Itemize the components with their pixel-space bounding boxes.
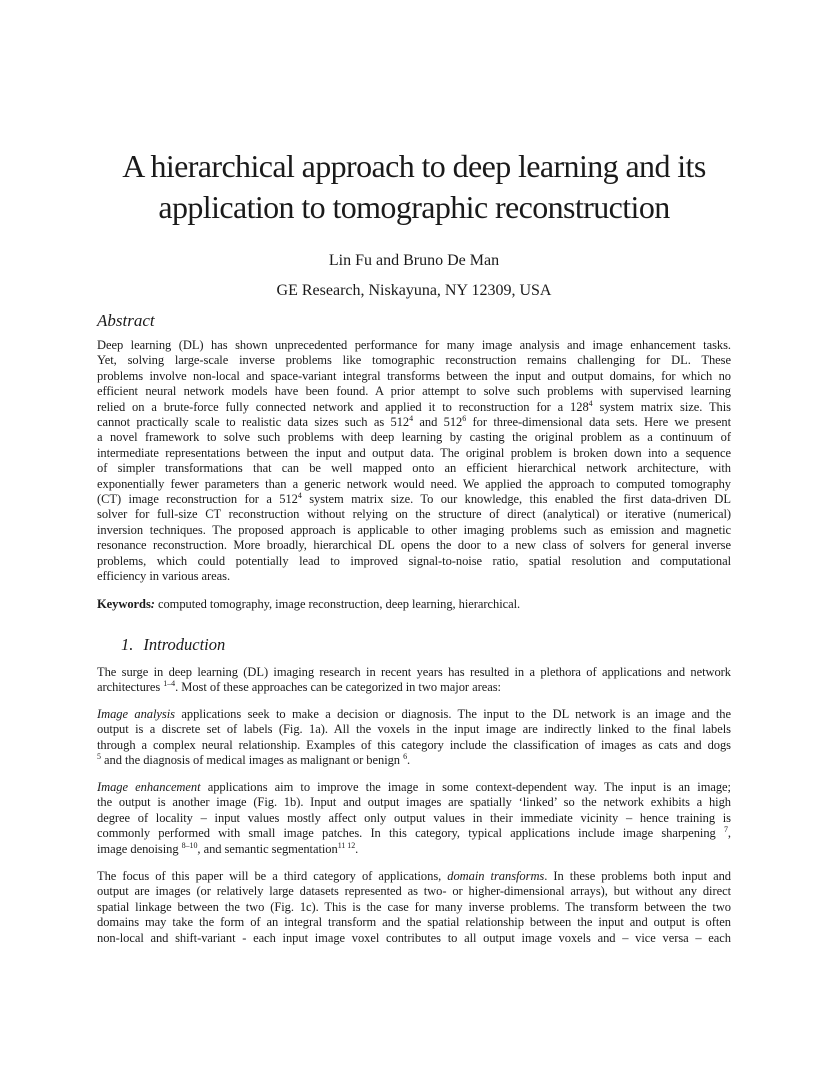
superscript: 11 12 — [337, 840, 356, 850]
text: cannot practically scale to realistic data sizes such as 512 — [97, 415, 410, 430]
text: (CT) image reconstruction for a 512 — [97, 492, 298, 507]
abstract-line: solver for full-size CT reconstruction without relying on the structure of direct (analytical) or iterative (numerical) — [97, 507, 731, 522]
text: . — [407, 753, 411, 768]
paragraph-line — [97, 707, 731, 722]
paragraph-line — [97, 826, 731, 841]
abstract-line: problems involve non-local and space-variant integral transforms between the input and output domains, for which no — [97, 368, 731, 383]
abstract-line: a novel framework to solve such problems with deep learning by casting the original problem as a continuum of — [97, 430, 731, 445]
emphasis: domain transforms — [447, 869, 545, 883]
text: and 512 — [413, 415, 463, 430]
intro-paragraph-3 — [97, 780, 731, 857]
text: for three-dimensional data sets. Here we present — [466, 415, 731, 430]
text: applications seek to make a decision or diagnosis. The input to the DL network is an image and the — [174, 707, 731, 721]
affiliation: GE Research, Niskayuna, NY 12309, USA — [276, 282, 552, 299]
paragraph-line: non-local and shift-variant - each input image voxel contributes to all output image voxels and – vice versa – each — [97, 930, 731, 945]
paragraph-line — [97, 842, 731, 857]
keywords-label: Keywords — [97, 597, 151, 611]
text: architectures — [97, 680, 164, 695]
authors: Lin Fu and Bruno De Man — [328, 252, 500, 269]
text: commonly performed with small image patches. In this category, typical applications include image sharpening — [97, 826, 724, 841]
paragraph-line: through a complex neural relationship. Examples of this category include the classification of images as cats and dogs — [97, 737, 731, 752]
superscript: 4 — [297, 490, 302, 500]
text: applications aim to improve the image in some context-dependent way. The input is an image; — [200, 780, 731, 794]
title-line-1: A hierarchical approach to deep learning and its — [122, 148, 706, 184]
text: system matrix size. This — [592, 399, 731, 414]
abstract-body — [97, 338, 731, 585]
abstract-line: efficient neural network models have been found. A prior attempt to solve such problems with supervised learning — [97, 384, 731, 399]
superscript: 7 — [723, 825, 728, 835]
superscript: 4 — [409, 413, 414, 423]
emphasis: Image enhancement — [97, 780, 201, 794]
abstract-line — [97, 415, 731, 430]
paragraph-line — [97, 780, 731, 795]
abstract-line: inversion techniques. The proposed approach is applicable to other imaging problems such as emission and magnetic — [97, 522, 731, 537]
text: image denoising — [97, 841, 182, 856]
paragraph-line — [97, 753, 731, 768]
keywords-colon: : — [150, 597, 155, 611]
abstract-line: Yet, solving large-scale inverse problems like tomographic reconstruction remains challenging for DL. These — [97, 353, 731, 368]
abstract-line: problems, which could potentially lead to improved signal-to-noise ratio, spatial resolution and computational — [97, 553, 731, 568]
text: , and semantic segmentation — [197, 841, 338, 856]
paragraph-line: spatial linkage between the two (Fig. 1c). This is the case for many inverse problems. The transform between the two — [97, 899, 731, 914]
abstract-line — [97, 400, 731, 415]
abstract-line: efficiency in various areas. — [97, 569, 231, 584]
abstract-line: resonance reconstruction. More broadly, hierarchical DL opens the door to a new class of solvers for general inverse — [97, 538, 731, 553]
paragraph-line: domains may take the form of an integral transform and the spatial relationship between the input and output is often — [97, 915, 731, 930]
text: . In these problems both input and — [544, 869, 731, 883]
abstract-line: of simpler transformations that can be well mapped onto an efficient hierarchical network architecture, with — [97, 461, 731, 476]
paragraph-line: output is a discrete set of labels (Fig. 1a). All the voxels in the input image are indirectly linked to the final labels — [97, 722, 731, 737]
text: , — [727, 826, 731, 841]
section-number: 1. — [121, 635, 134, 654]
superscript: 1–4 — [163, 679, 176, 689]
text: The focus of this paper will be a third category of applications, — [97, 869, 448, 883]
keywords-text: computed tomography, image reconstruction, deep learning, hierarchical. — [154, 597, 521, 611]
paragraph-line: output are images (or relatively large datasets represented as two- or higher-dimensional arrays), but without any direct — [97, 884, 731, 899]
emphasis: Image analysis — [97, 707, 175, 721]
text: system matrix size. To our knowledge, this enabled the first data-driven DL — [301, 492, 731, 507]
abstract-line: intermediate representations between the input and output data. The original problem is broken down into a sequence — [97, 445, 731, 460]
superscript: 6 — [462, 413, 467, 423]
intro-paragraph-2 — [97, 707, 731, 769]
section-title: Introduction — [143, 635, 226, 654]
superscript: 6 — [403, 752, 408, 762]
intro-paragraph-4 — [97, 869, 731, 946]
paragraph-line: the output is another image (Fig. 1b). Input and output images are spatially ‘linked’ so the network exhibits a high — [97, 795, 731, 810]
intro-paragraph-1 — [97, 665, 731, 696]
paper-title — [97, 146, 731, 228]
paragraph-line: degree of locality – input values mostly affect only output values in their immediate vicinity – hence training is — [97, 810, 731, 825]
text: relied on a brute-force fully connected network and applied it to reconstruction for a 128 — [97, 399, 589, 414]
keywords-line — [97, 597, 731, 612]
abstract-line: Deep learning (DL) has shown unprecedented performance for many image analysis and image enhancement tasks. — [97, 338, 731, 352]
keywords — [97, 597, 731, 612]
superscript: 4 — [588, 398, 593, 408]
paragraph-line — [97, 869, 731, 884]
paragraph-line — [97, 680, 731, 695]
abstract-line — [97, 492, 731, 507]
abstract-line: exponentially fewer parameters than a generic network would need. We applied the approach to computed tomography — [97, 476, 731, 491]
text: . — [355, 841, 359, 856]
superscript: 5 — [97, 752, 101, 762]
abstract-heading: Abstract — [97, 311, 155, 330]
superscript: 8–10 — [181, 840, 198, 850]
paragraph-line: The surge in deep learning (DL) imaging research in recent years has resulted in a plethora of applications and network — [97, 665, 731, 679]
title-line-2: application to tomographic reconstruction — [158, 189, 670, 225]
text: and the diagnosis of medical images as malignant or benign — [100, 753, 404, 768]
section-heading-introduction — [121, 634, 225, 656]
text: . Most of these approaches can be categorized in two major areas: — [175, 680, 501, 695]
